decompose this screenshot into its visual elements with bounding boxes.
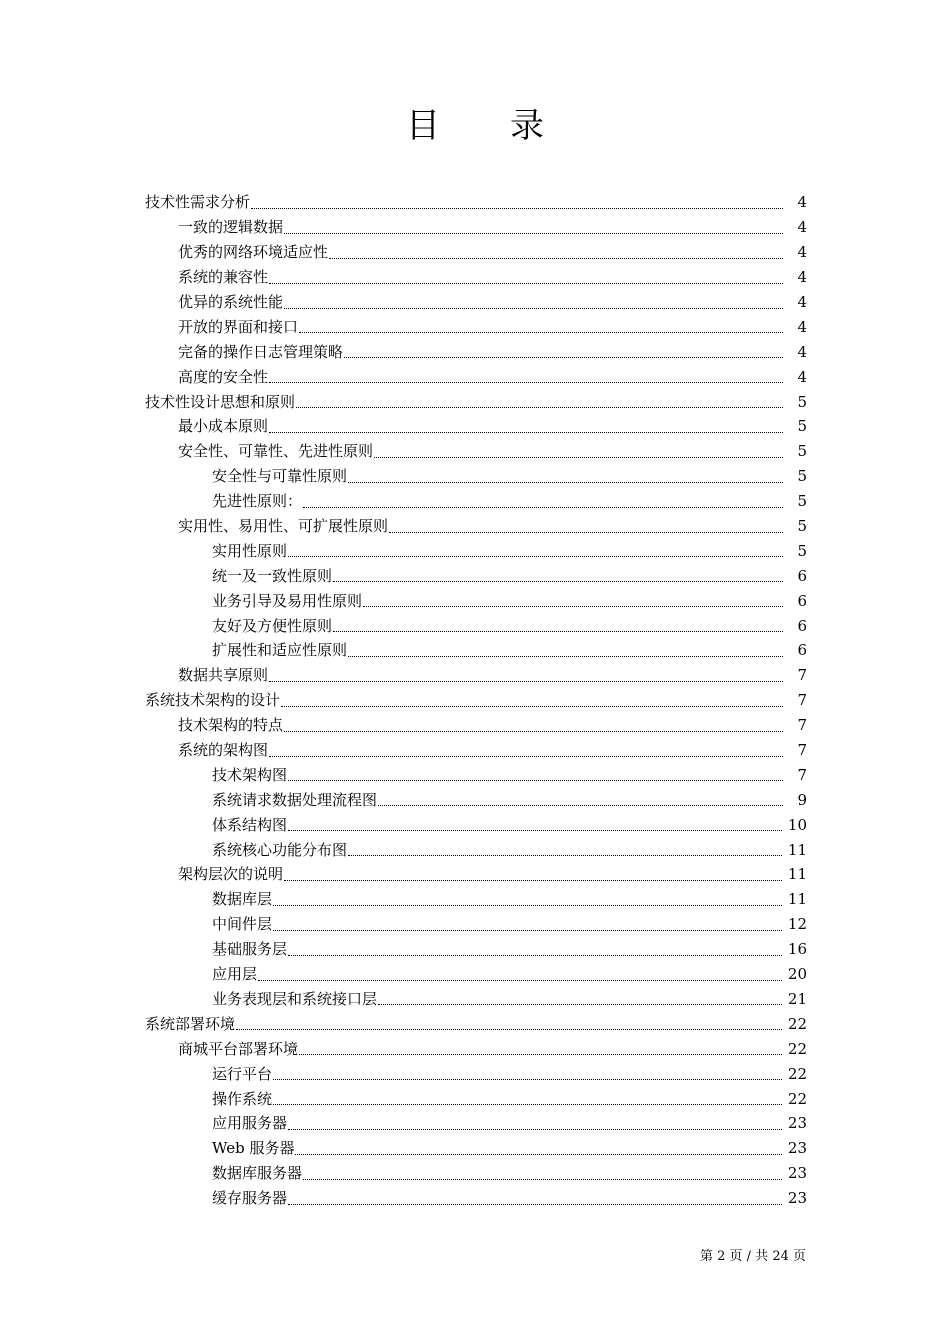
toc-entry-title: 商城平台部署环境 bbox=[178, 1039, 299, 1058]
toc-dot-leader bbox=[284, 233, 783, 234]
toc-entry-title: 业务引导及易用性原则 bbox=[212, 591, 363, 610]
toc-entry[interactable] bbox=[145, 1061, 807, 1086]
toc-dot-leader bbox=[269, 681, 783, 682]
toc-dot-leader bbox=[348, 656, 783, 657]
toc-dot-leader bbox=[273, 930, 782, 931]
toc-entry-page-number: 16 bbox=[787, 940, 807, 959]
toc-entry-title: 操作系统 bbox=[212, 1089, 273, 1108]
toc-entry[interactable] bbox=[145, 713, 807, 738]
toc-entry-page-number: 11 bbox=[787, 865, 807, 884]
toc-entry[interactable] bbox=[145, 1161, 807, 1186]
toc-entry[interactable] bbox=[145, 762, 807, 787]
toc-entry-title: 基础服务层 bbox=[212, 940, 288, 959]
toc-dot-leader bbox=[363, 606, 783, 607]
toc-entry-title: 系统请求数据处理流程图 bbox=[212, 790, 378, 809]
toc-entry-page-number: 5 bbox=[797, 541, 807, 560]
page-footer: 第 2 页 / 共 24 页 bbox=[700, 1249, 806, 1264]
toc-entry-page-number: 6 bbox=[797, 616, 807, 635]
toc-entry-page-number: 4 bbox=[797, 367, 807, 386]
toc-entry-page-number: 23 bbox=[787, 1189, 807, 1208]
toc-entry-title: 完备的操作日志管理策略 bbox=[178, 342, 344, 361]
toc-dot-leader bbox=[299, 1054, 782, 1055]
toc-dot-leader bbox=[288, 780, 783, 781]
toc-entry[interactable] bbox=[145, 862, 807, 887]
toc-entry-title: 开放的界面和接口 bbox=[178, 317, 299, 336]
toc-entry[interactable] bbox=[145, 290, 807, 315]
toc-entry-page-number: 20 bbox=[787, 965, 807, 984]
toc-entry-title: 高度的安全性 bbox=[178, 367, 269, 386]
toc-entry-title: 技术架构的特点 bbox=[178, 716, 284, 735]
toc-entry-page-number: 5 bbox=[797, 417, 807, 436]
toc-entry-page-number: 23 bbox=[787, 1114, 807, 1133]
toc-dot-leader bbox=[288, 830, 782, 831]
toc-dot-leader bbox=[303, 1179, 782, 1180]
toc-dot-leader bbox=[288, 1129, 782, 1130]
toc-dot-leader bbox=[389, 532, 783, 533]
toc-entry-title: 数据共享原则 bbox=[178, 666, 269, 685]
toc-entry[interactable] bbox=[145, 887, 807, 912]
toc-entry-page-number: 7 bbox=[797, 691, 807, 710]
toc-dot-leader bbox=[269, 432, 783, 433]
toc-entry-title: 安全性与可靠性原则 bbox=[212, 467, 348, 486]
toc-entry-title: 扩展性和适应性原则 bbox=[212, 641, 348, 660]
toc-dot-leader bbox=[348, 482, 783, 483]
toc-dot-leader bbox=[378, 1004, 782, 1005]
toc-entry-page-number: 4 bbox=[797, 317, 807, 336]
toc-entry[interactable] bbox=[145, 389, 807, 414]
toc-entry-page-number: 22 bbox=[787, 1089, 807, 1108]
toc-dot-leader bbox=[374, 457, 783, 458]
toc-entry[interactable] bbox=[145, 563, 807, 588]
toc-entry-page-number: 11 bbox=[787, 890, 807, 909]
toc-entry[interactable] bbox=[145, 439, 807, 464]
toc-entry[interactable] bbox=[145, 190, 807, 215]
toc-dot-leader bbox=[273, 905, 782, 906]
toc-dot-leader bbox=[378, 805, 783, 806]
toc-dot-leader bbox=[284, 308, 783, 309]
toc-entry[interactable] bbox=[145, 738, 807, 763]
toc-dot-leader bbox=[333, 581, 783, 582]
toc-dot-leader bbox=[344, 357, 783, 358]
toc-entry[interactable] bbox=[145, 638, 807, 663]
toc-entry-page-number: 5 bbox=[797, 467, 807, 486]
toc-entry-page-number: 5 bbox=[797, 442, 807, 461]
toc-entry-title: 最小成本原则 bbox=[178, 417, 269, 436]
toc-entry-title: 技术架构图 bbox=[212, 765, 288, 784]
toc-entry[interactable] bbox=[145, 912, 807, 937]
toc-entry[interactable] bbox=[145, 514, 807, 539]
toc-entry-page-number: 23 bbox=[787, 1139, 807, 1158]
toc-entry[interactable] bbox=[145, 265, 807, 290]
toc-entry-title: 系统部署环境 bbox=[145, 1014, 236, 1033]
toc-entry[interactable] bbox=[145, 464, 807, 489]
toc-entry-title: 统一及一致性原则 bbox=[212, 566, 333, 585]
toc-entry-page-number: 12 bbox=[787, 915, 807, 934]
page-title: 目录 bbox=[406, 106, 614, 146]
toc-entry-title: Web 服务器 bbox=[212, 1139, 295, 1158]
toc-entry[interactable] bbox=[145, 937, 807, 962]
toc-entry-title: 业务表现层和系统接口层 bbox=[212, 989, 378, 1008]
toc-entry-title: 友好及方便性原则 bbox=[212, 616, 333, 635]
toc-entry[interactable] bbox=[145, 1036, 807, 1061]
toc-entry-title: 应用层 bbox=[212, 965, 258, 984]
toc-dot-leader bbox=[236, 1029, 782, 1030]
toc-dot-leader bbox=[333, 631, 783, 632]
toc-dot-leader bbox=[295, 1154, 781, 1155]
toc-entry-title: 系统的兼容性 bbox=[178, 268, 269, 287]
toc-entry-page-number: 5 bbox=[797, 517, 807, 536]
toc-dot-leader bbox=[303, 507, 783, 508]
toc-entry[interactable] bbox=[145, 663, 807, 688]
toc-entry-page-number: 7 bbox=[797, 716, 807, 735]
toc-entry[interactable] bbox=[145, 837, 807, 862]
toc-entry[interactable] bbox=[145, 613, 807, 638]
toc-dot-leader bbox=[281, 706, 783, 707]
toc-dot-leader bbox=[288, 1204, 782, 1205]
toc-entry-page-number: 10 bbox=[787, 815, 807, 834]
toc-entry-page-number: 4 bbox=[797, 293, 807, 311]
toc-entry-page-number: 4 bbox=[797, 243, 807, 262]
toc-entry-page-number: 4 bbox=[797, 342, 807, 361]
toc-dot-leader bbox=[273, 1079, 782, 1080]
toc-entry[interactable] bbox=[145, 962, 807, 987]
toc-entry-title: 体系结构图 bbox=[212, 815, 288, 834]
toc-entry-title: 数据库服务器 bbox=[212, 1164, 303, 1183]
toc-entry-page-number: 22 bbox=[787, 1014, 807, 1033]
toc-entry-title: 中间件层 bbox=[212, 915, 273, 934]
toc-dot-leader bbox=[269, 382, 783, 383]
toc-dot-leader bbox=[269, 283, 783, 284]
toc-entry-title: 架构层次的说明 bbox=[178, 865, 284, 884]
toc-entry-title: 安全性、可靠性、先进性原则 bbox=[178, 442, 374, 461]
toc-entry[interactable] bbox=[145, 414, 807, 439]
toc-entry-title: 缓存服务器 bbox=[212, 1189, 288, 1208]
toc-entry-page-number: 5 bbox=[797, 492, 807, 511]
toc-entry[interactable] bbox=[145, 1086, 807, 1111]
toc-entry-page-number: 6 bbox=[797, 566, 807, 585]
toc-entry-page-number: 5 bbox=[797, 392, 807, 411]
toc-dot-leader bbox=[269, 756, 783, 757]
toc-entry-page-number: 7 bbox=[797, 741, 807, 760]
toc-entry-title: 运行平台 bbox=[212, 1064, 273, 1083]
toc-entry-title: 优异的系统性能 bbox=[178, 293, 284, 311]
toc-entry[interactable] bbox=[145, 538, 807, 563]
toc-dot-leader bbox=[258, 980, 782, 981]
toc-dot-leader bbox=[284, 731, 783, 732]
toc-entry[interactable] bbox=[145, 339, 807, 364]
toc-entry[interactable] bbox=[145, 215, 807, 240]
toc-dot-leader bbox=[296, 407, 783, 408]
toc-entry-page-number: 7 bbox=[797, 765, 807, 784]
toc-entry-title: 系统核心功能分布图 bbox=[212, 840, 348, 859]
toc-entry[interactable] bbox=[145, 364, 807, 389]
toc-entry[interactable] bbox=[145, 1011, 807, 1036]
toc-entry-page-number: 21 bbox=[787, 989, 807, 1008]
toc-dot-leader bbox=[299, 332, 783, 333]
toc-entry-page-number: 4 bbox=[797, 193, 807, 212]
table-of-contents bbox=[145, 190, 807, 1211]
toc-entry-page-number: 11 bbox=[787, 840, 807, 859]
toc-entry[interactable] bbox=[145, 1111, 807, 1136]
toc-entry-page-number: 9 bbox=[797, 790, 807, 809]
toc-entry[interactable] bbox=[145, 489, 807, 514]
toc-entry-page-number: 4 bbox=[797, 218, 807, 237]
toc-entry[interactable] bbox=[145, 787, 807, 812]
toc-entry-title: 实用性、易用性、可扩展性原则 bbox=[178, 517, 389, 536]
toc-entry[interactable] bbox=[145, 688, 807, 713]
toc-dot-leader bbox=[284, 880, 782, 881]
toc-entry-title: 系统的架构图 bbox=[178, 741, 269, 760]
toc-entry-page-number: 7 bbox=[797, 666, 807, 685]
toc-entry-title: 一致的逻辑数据 bbox=[178, 218, 284, 237]
toc-entry-page-number: 6 bbox=[797, 641, 807, 660]
toc-entry-title: 先进性原则： bbox=[212, 492, 303, 511]
toc-dot-leader bbox=[288, 955, 782, 956]
toc-entry-page-number: 6 bbox=[797, 591, 807, 610]
toc-entry[interactable] bbox=[145, 588, 807, 613]
toc-entry[interactable] bbox=[145, 314, 807, 339]
toc-entry[interactable] bbox=[145, 1136, 807, 1161]
toc-entry-title: 应用服务器 bbox=[212, 1114, 288, 1133]
toc-entry-page-number: 23 bbox=[787, 1164, 807, 1183]
toc-entry-title: 技术性设计思想和原则 bbox=[145, 392, 296, 411]
toc-entry-page-number: 4 bbox=[797, 268, 807, 287]
toc-entry-title: 优秀的网络环境适应性 bbox=[178, 243, 329, 262]
toc-entry-title: 数据库层 bbox=[212, 890, 273, 909]
toc-dot-leader bbox=[348, 855, 782, 856]
toc-entry-page-number: 22 bbox=[787, 1064, 807, 1083]
toc-entry[interactable] bbox=[145, 240, 807, 265]
toc-dot-leader bbox=[329, 258, 783, 259]
toc-dot-leader bbox=[288, 556, 783, 557]
toc-entry-page-number: 22 bbox=[787, 1039, 807, 1058]
toc-entry-title: 系统技术架构的设计 bbox=[145, 691, 281, 710]
toc-entry[interactable] bbox=[145, 987, 807, 1012]
toc-dot-leader bbox=[273, 1104, 782, 1105]
toc-entry-title: 实用性原则 bbox=[212, 541, 288, 560]
toc-entry[interactable] bbox=[145, 812, 807, 837]
toc-entry-title: 技术性需求分析 bbox=[145, 193, 251, 212]
toc-dot-leader bbox=[251, 208, 783, 209]
toc-entry[interactable] bbox=[145, 1186, 807, 1211]
